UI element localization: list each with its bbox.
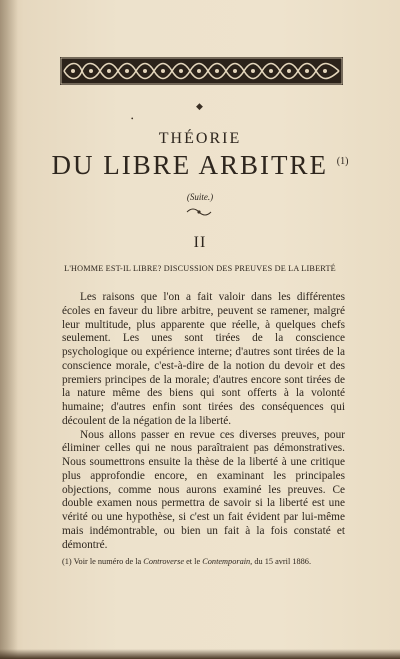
page-bottom-edge <box>0 649 400 659</box>
subtitle: (Suite.) <box>186 192 214 202</box>
flourish-ornament <box>186 206 212 218</box>
section-number: II <box>193 234 207 251</box>
footnote-journal: Controverse <box>143 557 185 566</box>
ornament-dot: • <box>131 115 134 123</box>
footnote-text: du 15 avril 1886. <box>254 557 312 566</box>
gutter-shadow <box>0 0 18 659</box>
footnote-text: Voir le numéro de la <box>73 557 142 566</box>
paragraph: Nous allons passer en revue ces diverses preuves, pour éliminer celles qui ne nous paraîtraient pas démonstratives. Nous soumettrons ensuite la thèse de la liberté à une critique plus approfondie encore, en examinant les principales objections, comme nous aurons examiné les preuves. Ce double examen nous permettra de savoir si la liberté est une vérité ou une hypothèse, si c'est un fait évident par lui-même mais indémontrable, ou bien un fait à la fois constaté et démontré. <box>62 428 345 551</box>
heading-small: THÉORIE <box>158 130 242 147</box>
decorative-header-band <box>60 57 343 85</box>
footnote <box>62 556 345 567</box>
page-title-text: DU LIBRE ARBITRE <box>51 150 329 180</box>
footnote-text: et le <box>186 557 201 566</box>
ornament-dot: ◆ <box>196 101 203 111</box>
footnote-journal: Contemporain, <box>202 557 253 566</box>
section-title: L'HOMME EST-IL LIBRE? DISCUSSION DES PREUVES DE LA LIBERTÉ <box>64 264 336 273</box>
title-footnote-marker: (1) <box>336 156 349 167</box>
paragraph: Les raisons que l'on a fait valoir dans les différentes écoles en faveur du libre arbitre, peuvent se ramener, malgré leur multitude, plus apparente que réelle, à quelques chefs seulement. Les unes sont tirées de la conscience psychologique ou expérience interne; d'autres sont tirées de la conscience morale, c'est-à-dire de la notion du devoir et des premiers principes de la morale; d'autres encore sont tirées de la nature même des biens qui sont offerts à la volonté humaine; d'autres enfin sont tirées des conséquences qui découlent de la négation de la liberté. <box>62 291 345 427</box>
footnote-marker: (1) <box>62 557 72 566</box>
body-text <box>62 291 345 552</box>
page-title <box>0 150 400 181</box>
